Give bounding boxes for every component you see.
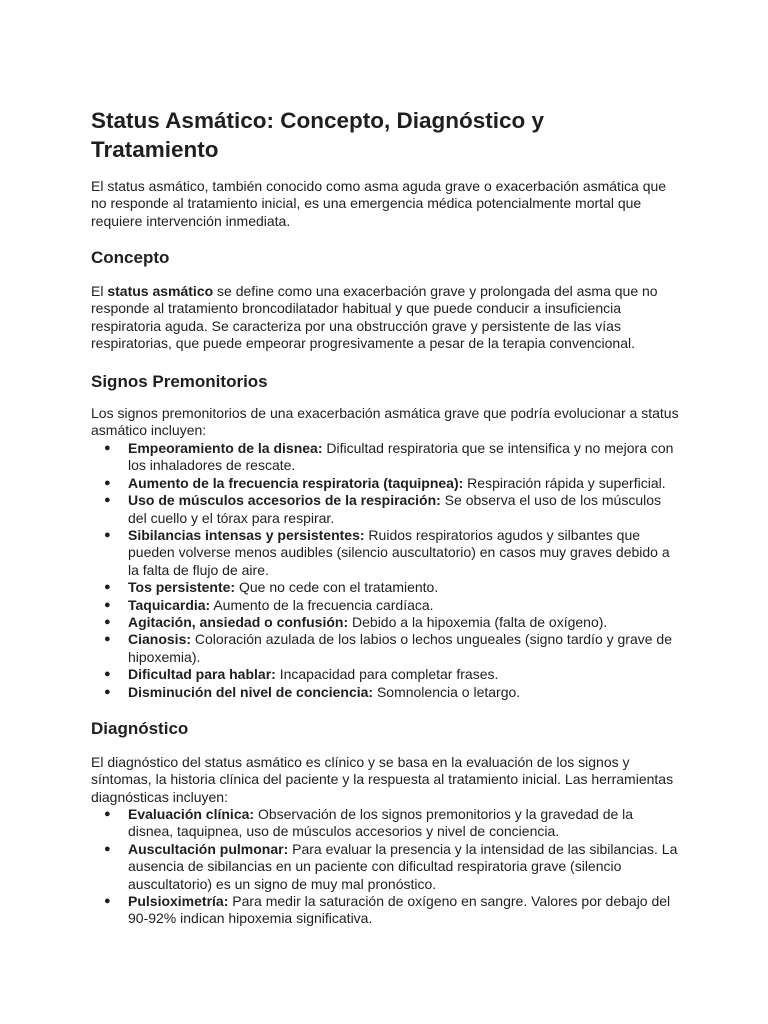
list-item-term: Evaluación clínica: — [128, 806, 255, 822]
list-item-text: Para medir la saturación de oxígeno en sangre. Valores por debajo del 90-92% indican hipoxemia significativa. — [128, 893, 671, 927]
list-item-term: Dificultad para hablar: — [128, 666, 276, 683]
list-item-term: Taquicardia: — [128, 596, 211, 613]
intro-paragraph: El status asmático, también conocido como asma aguda grave o exacerbación asmática que no responde al tratamiento inicial, es una emergencia médica potencialmente mortal que requiere intervención inmediata. — [91, 178, 667, 229]
signos-heading: Signos Premonitorios — [91, 372, 268, 391]
list-item — [91, 666, 681, 683]
bullet-icon: ● — [104, 442, 111, 454]
bullet-icon: ● — [104, 476, 111, 489]
concepto-heading: Concepto — [91, 248, 170, 267]
list-item-term: Disminución del nivel de conciencia: — [128, 683, 374, 700]
signos-intro: Los signos premonitorios de una exacerbación asmática grave que podría evolucionar a status asmático incluyen: — [91, 405, 679, 439]
bullet-icon: ● — [104, 895, 111, 908]
list-item-text: Respiración rápida y superficial. — [463, 474, 666, 491]
list-item-text: Somnolencia o letargo. — [373, 683, 521, 700]
list-item-term: Pulsioximetría: — [128, 893, 229, 910]
diagnostico-heading: Diagnóstico — [91, 719, 189, 738]
bullet-icon: ● — [104, 633, 111, 646]
list-item-text: Dificultad respiratoria que se intensifica y no mejora con los inhaladores de rescate. — [128, 440, 674, 474]
list-item — [91, 631, 681, 666]
bullet-icon: ● — [104, 616, 111, 629]
list-item-text: Que no cede con el tratamiento. — [235, 579, 439, 596]
list-item-term: Aumento de la frecuencia respiratoria (taquipnea): — [128, 474, 464, 491]
diagnostico-intro: El diagnóstico del status asmático es clínico y se basa en la evaluación de los signos y síntomas, la historia clínica del paciente y la respuesta al tratamiento inicial. Las herramientas diagnósticas incluyen: — [91, 754, 674, 805]
bullet-icon: ● — [104, 685, 111, 698]
list-item — [91, 475, 681, 492]
bullet-icon: ● — [104, 581, 111, 594]
diagnostico-list — [91, 806, 681, 928]
bullet-icon: ● — [104, 842, 111, 855]
bullet-icon: ● — [104, 494, 111, 507]
list-item-term: Auscultación pulmonar: — [128, 840, 289, 857]
list-item — [91, 614, 681, 631]
concepto-paragraph — [91, 283, 681, 353]
list-item-term: Empeoramiento de la disnea: — [128, 440, 323, 456]
list-item-text: Aumento de la frecuencia cardíaca. — [210, 596, 434, 613]
list-item — [91, 579, 681, 596]
list-item-text: Incapacidad para completar frases. — [275, 666, 499, 683]
list-item — [91, 684, 681, 701]
list-item-text: Ruidos respiratorios agudos y silbantes que pueden volverse menos audibles (silencio auscultatorio) en casos muy graves debido a la falta de flujo de aire. — [128, 527, 670, 578]
document-title: Status Asmático: Concepto, Diagnóstico y Tratamiento — [91, 108, 544, 162]
list-item — [91, 492, 681, 527]
bullet-icon: ● — [104, 668, 111, 681]
bullet-icon: ● — [104, 529, 111, 542]
concepto-text-rest: se define como una exacerbación grave y prolongada del asma que no responde al tratamiento broncodilatador habitual y que puede conducir a insuficiencia respiratoria aguda. Se caracteriza por una obstrucción grave y persistente de las vías respiratorias, que puede empeorar progresivamente a pesar de la terapia convencional. — [91, 283, 658, 352]
signos-list — [91, 440, 681, 701]
list-item — [91, 806, 681, 841]
list-item-text: Coloración azulada de los labios o lechos ungueales (signo tardío y grave de hipoxemia). — [128, 631, 672, 665]
list-item — [91, 841, 681, 893]
list-item-term: Tos persistente: — [128, 579, 236, 596]
list-item-text: Para evaluar la presencia y la intensidad de las sibilancias. La ausencia de sibilancias en un paciente con dificultad respiratoria grave (silencio auscultatorio) es un signo de muy mal pronóstico. — [128, 840, 678, 892]
list-item — [91, 893, 681, 928]
list-item-text: Debido a la hipoxemia (falta de oxígeno). — [348, 614, 608, 631]
list-item-text: Observación de los signos premonitorios y la gravedad de la disnea, taquipnea, uso de músculos accesorios y nivel de conciencia. — [128, 806, 634, 840]
bullet-icon: ● — [104, 808, 111, 820]
concepto-bold-term: status asmático — [107, 283, 214, 299]
list-item — [91, 527, 681, 579]
list-item — [91, 440, 681, 475]
list-item — [91, 597, 681, 614]
list-item-term: Sibilancias intensas y persistentes: — [128, 527, 365, 544]
concepto-text-start: El — [91, 283, 108, 299]
list-item-term: Uso de músculos accesorios de la respiración: — [128, 492, 441, 509]
bullet-icon: ● — [104, 598, 111, 611]
list-item-term: Agitación, ansiedad o confusión: — [128, 614, 349, 631]
list-item-text: Se observa el uso de los músculos del cuello y el tórax para respirar. — [128, 492, 662, 526]
list-item-term: Cianosis: — [128, 631, 192, 648]
